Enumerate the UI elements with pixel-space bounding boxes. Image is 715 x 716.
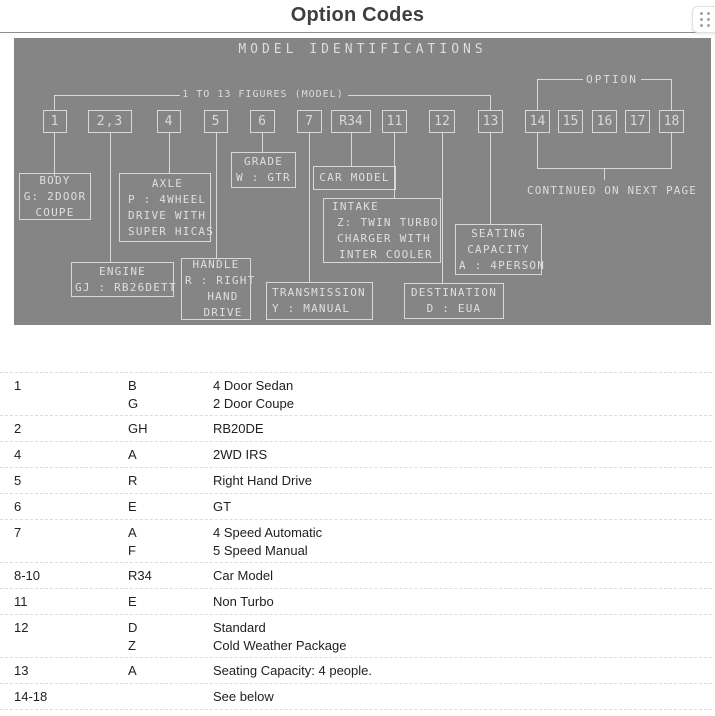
code-cell: GH	[128, 421, 148, 436]
figure-box-15: 15	[558, 110, 583, 133]
description-cell: 2WD IRS	[213, 447, 268, 462]
label-box-transmission: TRANSMISSION Y : MANUAL	[266, 282, 373, 320]
table-row	[0, 441, 712, 467]
bracket-line	[641, 79, 671, 80]
figure-box-11: 11	[382, 110, 407, 133]
description-cell: Seating Capacity: 4 people.	[213, 663, 372, 678]
option-codes-table	[0, 372, 712, 710]
bracket-line	[490, 95, 491, 110]
figure-cell: 12	[14, 620, 29, 635]
label-box-axle: AXLE P : 4WHEEL DRIVE WITH SUPER HICAS	[119, 173, 211, 242]
figure-box-18: 18	[659, 110, 684, 133]
label-box-grade: GRADE W : GTR	[231, 152, 296, 188]
figure-box-2-3: 2,3	[88, 110, 132, 133]
code-cell: B G	[128, 378, 139, 411]
figure-box-14: 14	[525, 110, 550, 133]
table-row	[0, 588, 712, 614]
figure-cell: 4	[14, 447, 22, 462]
label-box-engine: ENGINE GJ : RB26DETT	[71, 262, 174, 297]
option-bracket-label: OPTION	[586, 73, 638, 86]
description-cell: 4 Door Sedan 2 Door Coupe	[213, 378, 294, 411]
code-cell: R34	[128, 568, 152, 583]
label-box-body: BODY G: 2DOOR COUPE	[19, 173, 91, 220]
label-box-destination: DESTINATION D : EUA	[404, 283, 504, 319]
figure-cell: 11	[14, 594, 28, 609]
connector-line	[351, 133, 352, 166]
description-cell: GT	[213, 499, 232, 514]
table-row	[0, 415, 712, 441]
code-cell: A	[128, 663, 137, 678]
figure-cell: 14-18	[14, 689, 48, 704]
drag-handle-icon	[700, 12, 710, 27]
table-row	[0, 614, 712, 657]
connector-line	[442, 133, 443, 283]
table-row	[0, 562, 712, 588]
figure-box-5: 5	[204, 110, 228, 133]
bracket-line	[54, 95, 180, 96]
model-bracket-label: 1 TO 13 FIGURES (MODEL)	[182, 89, 344, 100]
figure-box-16: 16	[592, 110, 617, 133]
code-cell	[128, 688, 213, 709]
connector-line	[216, 133, 217, 258]
connector-line	[110, 133, 111, 262]
code-cell: E	[128, 594, 137, 609]
table-end-divider	[0, 709, 712, 710]
description-cell: RB20DE	[213, 421, 264, 436]
drag-handle-button[interactable]	[692, 6, 715, 33]
label-box-handle: HANDLE R : RIGHT HAND DRIVE	[181, 258, 251, 320]
header	[0, 0, 715, 33]
bracket-line	[671, 79, 672, 110]
description-cell: Non Turbo	[213, 594, 274, 609]
label-box-seating: SEATING CAPACITY A : 4PERSON	[455, 224, 542, 275]
description-cell: Right Hand Drive	[213, 473, 312, 488]
figure-cell: 7	[14, 525, 22, 540]
connector-line	[54, 133, 55, 177]
continued-note: CONTINUED ON NEXT PAGE	[527, 184, 697, 197]
figure-box-1: 1	[43, 110, 67, 133]
connector-line	[671, 133, 672, 168]
table-row	[0, 467, 712, 493]
label-box-intake: INTAKE Z: TWIN TURBO CHARGER WITH INTER COOLER	[323, 198, 441, 263]
connector-line	[604, 168, 605, 180]
code-cell: A F	[128, 525, 137, 558]
code-cell: R	[128, 473, 138, 488]
figure-cell: 1	[14, 378, 22, 393]
connector-line	[490, 133, 491, 224]
figure-box-12: 12	[429, 110, 455, 133]
description-cell: See below	[213, 689, 274, 704]
figure-box-r34: R34	[331, 110, 371, 133]
figure-box-7: 7	[297, 110, 322, 133]
diagram-title: MODEL IDENTIFICATIONS	[238, 42, 487, 57]
connector-line	[169, 133, 170, 173]
description-cell: 4 Speed Automatic 5 Speed Manual	[213, 525, 323, 558]
figure-box-4: 4	[157, 110, 181, 133]
figure-box-17: 17	[625, 110, 650, 133]
model-identification-diagram	[14, 38, 711, 325]
figure-cell: 2	[14, 421, 22, 436]
table-row	[0, 657, 712, 683]
description-cell: Car Model	[213, 568, 273, 583]
code-cell: D Z	[128, 620, 138, 653]
figure-cell: 5	[14, 473, 22, 488]
connector-line	[262, 133, 263, 152]
code-cell: A	[128, 447, 137, 462]
table-row	[0, 372, 712, 415]
bracket-line	[54, 95, 55, 110]
table-row	[0, 493, 712, 519]
table-row	[0, 683, 712, 709]
label-box-car-model: CAR MODEL	[313, 166, 396, 190]
figure-cell: 6	[14, 499, 22, 514]
code-cell: E	[128, 499, 137, 514]
figure-box-6: 6	[250, 110, 275, 133]
table-row	[0, 519, 712, 562]
figure-box-13: 13	[478, 110, 503, 133]
connector-line	[537, 133, 538, 168]
figure-cell: 8-10	[14, 568, 41, 583]
connector-line	[309, 133, 310, 282]
bracket-line	[537, 79, 538, 110]
description-cell: Standard Cold Weather Package	[213, 620, 347, 653]
figure-cell: 13	[14, 663, 29, 678]
page-title: Option Codes	[290, 4, 425, 26]
bracket-line	[348, 95, 490, 96]
